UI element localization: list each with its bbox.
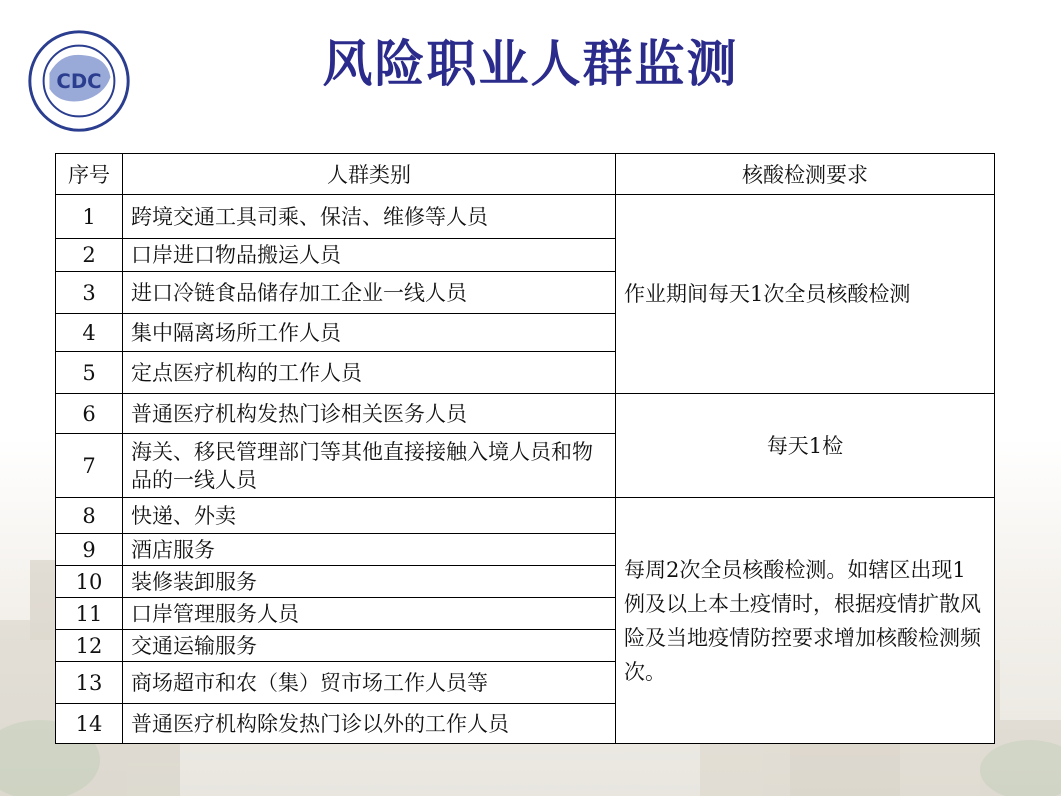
- row-category: 集中隔离场所工作人员: [123, 314, 616, 352]
- header-row: [56, 154, 995, 195]
- row-category: 口岸管理服务人员: [123, 598, 616, 630]
- row-no: 14: [56, 704, 123, 744]
- row-no: 9: [56, 534, 123, 566]
- row-category: 装修装卸服务: [123, 566, 616, 598]
- row-category: 快递、外卖: [123, 498, 616, 534]
- page-title: 风险职业人群监测: [322, 35, 739, 93]
- risk-occupation-table: [55, 153, 995, 744]
- row-no: 11: [56, 598, 123, 630]
- row-category: 普通医疗机构发热门诊相关医务人员: [123, 394, 616, 434]
- row-no: 10: [56, 566, 123, 598]
- table-row: [56, 195, 995, 239]
- row-no: 1: [56, 195, 123, 239]
- row-no: 6: [56, 394, 123, 434]
- row-category: 商场超市和农（集）贸市场工作人员等: [123, 662, 616, 704]
- table-row: [56, 498, 995, 534]
- logo-text: CDC: [56, 69, 102, 93]
- requirement-group-2: 每天1检: [616, 394, 995, 498]
- row-no: 4: [56, 314, 123, 352]
- header-requirement: 核酸检测要求: [616, 154, 995, 195]
- table-row: [56, 394, 995, 434]
- row-no: 5: [56, 352, 123, 394]
- row-no: 2: [56, 239, 123, 272]
- row-no: 13: [56, 662, 123, 704]
- row-category: 进口冷链食品储存加工企业一线人员: [123, 272, 616, 314]
- header-no: 序号: [56, 154, 123, 195]
- row-category: 跨境交通工具司乘、保洁、维修等人员: [123, 195, 616, 239]
- header-category: 人群类别: [123, 154, 616, 195]
- row-category: 交通运输服务: [123, 630, 616, 662]
- requirement-group-3: 每周2次全员核酸检测。如辖区出现1例及以上本土疫情时，根据疫情扩散风险及当地疫情防控要求增加核酸检测频次。: [616, 498, 995, 744]
- row-category: 海关、移民管理部门等其他直接接触入境人员和物品的一线人员: [123, 434, 616, 498]
- row-category: 普通医疗机构除发热门诊以外的工作人员: [123, 704, 616, 744]
- row-no: 8: [56, 498, 123, 534]
- row-category: 口岸进口物品搬运人员: [123, 239, 616, 272]
- row-no: 3: [56, 272, 123, 314]
- row-no: 12: [56, 630, 123, 662]
- row-no: 7: [56, 434, 123, 498]
- row-category: 定点医疗机构的工作人员: [123, 352, 616, 394]
- requirement-group-1: 作业期间每天1次全员核酸检测: [616, 195, 995, 394]
- row-category: 酒店服务: [123, 534, 616, 566]
